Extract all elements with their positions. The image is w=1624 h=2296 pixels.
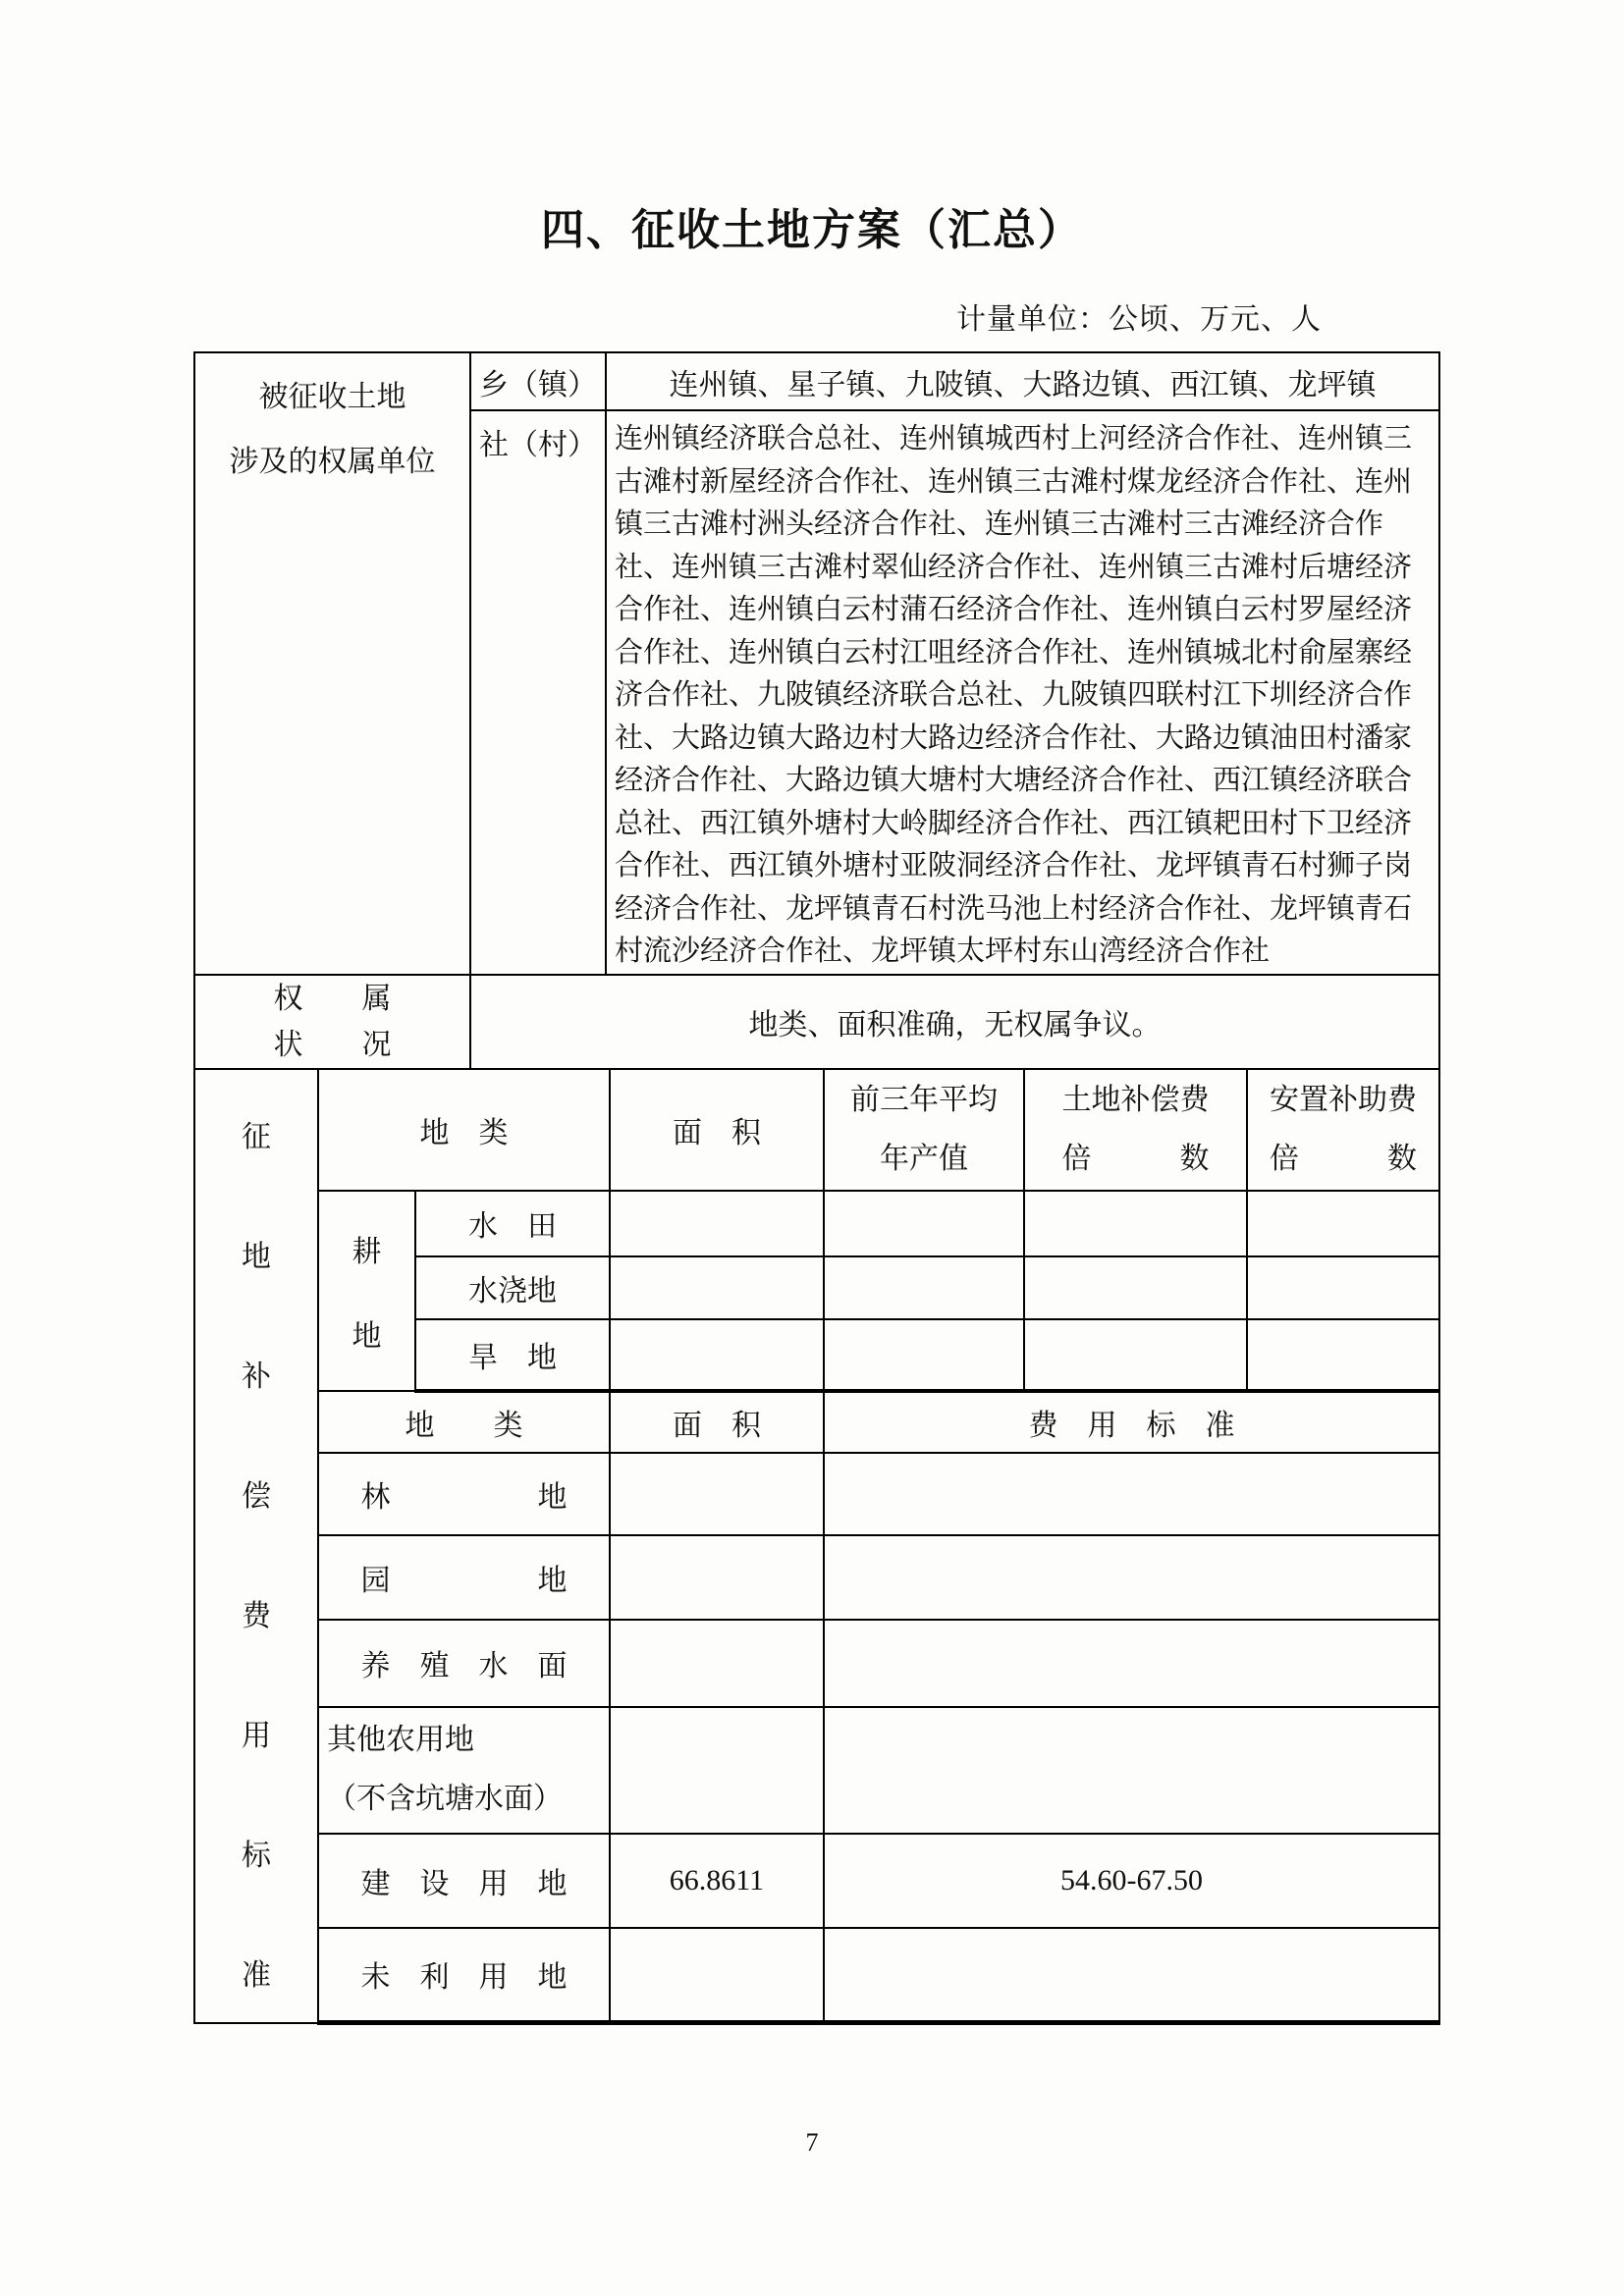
header-annual-value-line2: 年产值 bbox=[880, 1142, 968, 1175]
dry-land-annual-value bbox=[824, 1319, 1024, 1391]
unused-land-fee bbox=[824, 1928, 1439, 2023]
garden-land-fee bbox=[824, 1535, 1439, 1620]
village-value-cell bbox=[606, 410, 1439, 975]
irrigated-land-label: 水浇地 bbox=[415, 1256, 610, 1319]
construction-land-fee: 54.60-67.50 bbox=[824, 1834, 1439, 1928]
aquaculture-fee bbox=[824, 1620, 1439, 1707]
garden-land-area bbox=[610, 1535, 824, 1620]
header-annual-value bbox=[824, 1069, 1024, 1191]
header-annual-value-line1: 前三年平均 bbox=[850, 1083, 998, 1116]
township-row bbox=[194, 352, 1439, 410]
aquaculture-label: 养 殖 水 面 bbox=[318, 1620, 610, 1707]
side-label-char: 地 bbox=[242, 1240, 271, 1273]
fee-standard-header-row bbox=[194, 1391, 1439, 1453]
affected-land-label-cell bbox=[194, 352, 470, 975]
other-agricultural-land-area bbox=[610, 1707, 824, 1834]
irrigated-land-comp-multiple bbox=[1024, 1256, 1247, 1319]
other-agricultural-land-line1: 其他农用地 bbox=[327, 1724, 474, 1756]
forest-land-label: 林 地 bbox=[318, 1453, 610, 1535]
affected-land-label-line2: 涉及的权属单位 bbox=[229, 446, 436, 478]
header2-area: 面 积 bbox=[610, 1391, 824, 1453]
header-land-compensation bbox=[1024, 1069, 1247, 1191]
section-side-label bbox=[195, 1075, 317, 2017]
aquaculture-area bbox=[610, 1620, 824, 1707]
dry-land-area bbox=[610, 1319, 824, 1391]
forest-land-fee bbox=[824, 1453, 1439, 1535]
ownership-status-row bbox=[194, 975, 1439, 1069]
other-agricultural-land-label bbox=[318, 1707, 610, 1834]
village-value-text: 连州镇经济联合总社、连州镇城西村上河经济合作社、连州镇三古滩村新屋经济合作社、连州镇三古滩村煤龙经济合作社、连州镇三古滩村洲头经济合作社、连州镇三古滩村三古滩经济合作社、连州镇三古滩村翠仙经济合作社、连州镇三古滩村后塘经济合作社、连州镇白云村蒲石经济合作社、连州镇白云村罗屋经济合作社、连州镇白云村江咀经济合作社、连州镇城北村俞屋寨经济合作社、九陂镇经济联合总社、九陂镇四联村江下圳经济合作社、大路边镇大路边村大路边经济合作社、大路边镇油田村潘家经济合作社、大路边镇大塘村大塘经济合作社、西江镇经济联合总社、西江镇外塘村大岭脚经济合作社、西江镇耙田村下卫经济合作社、西江镇外塘村亚陂洞经济合作社、龙坪镇青石村狮子岗经济合作社、龙坪镇青石村洗马池上村经济合作社、龙坪镇青石村流沙经济合作社、龙坪镇太坪村东山湾经济合作社 bbox=[615, 423, 1413, 967]
garden-land-row bbox=[194, 1535, 1439, 1620]
aquaculture-row bbox=[194, 1620, 1439, 1707]
ownership-status-label-cell bbox=[194, 975, 470, 1069]
side-label-char: 偿 bbox=[242, 1479, 271, 1513]
dry-land-label: 旱 地 bbox=[415, 1319, 610, 1391]
unused-land-label: 未 利 用 地 bbox=[318, 1928, 610, 2023]
construction-land-row bbox=[194, 1834, 1439, 1928]
irrigated-land-area bbox=[610, 1256, 824, 1319]
header-resettlement-subsidy-line1: 安置补助费 bbox=[1270, 1083, 1417, 1116]
paddy-field-annual-value bbox=[824, 1191, 1024, 1256]
construction-land-area: 66.8611 bbox=[610, 1834, 824, 1928]
irrigated-land-resettle-multiple bbox=[1247, 1256, 1439, 1319]
township-value-cell: 连州镇、星子镇、九陂镇、大路边镇、西江镇、龙坪镇 bbox=[606, 352, 1439, 410]
forest-land-row bbox=[194, 1453, 1439, 1535]
paddy-field-row bbox=[194, 1191, 1439, 1256]
village-key-cell: 社（村） bbox=[470, 410, 606, 975]
page-number: 7 bbox=[805, 2128, 819, 2157]
side-label-char: 标 bbox=[242, 1839, 271, 1872]
township-key-cell: 乡（镇） bbox=[470, 352, 606, 410]
header-land-type: 地 类 bbox=[318, 1069, 610, 1191]
paddy-field-comp-multiple bbox=[1024, 1191, 1247, 1256]
compensation-standard-table bbox=[193, 1068, 1440, 2026]
cultivated-land-label-cell bbox=[318, 1191, 415, 1391]
side-label-char: 补 bbox=[242, 1360, 271, 1393]
side-label-char: 费 bbox=[242, 1599, 271, 1632]
ownership-status-label-line1: 权 属 bbox=[273, 982, 392, 1015]
other-agricultural-land-fee bbox=[824, 1707, 1439, 1834]
side-label-char: 用 bbox=[242, 1719, 271, 1752]
paddy-field-area bbox=[610, 1191, 824, 1256]
irrigated-land-annual-value bbox=[824, 1256, 1024, 1319]
compensation-header-row bbox=[194, 1069, 1439, 1191]
side-label-char: 征 bbox=[242, 1120, 271, 1153]
side-label-char: 准 bbox=[242, 1958, 271, 1992]
measure-unit-note: 计量单位：公顷、万元、人 bbox=[956, 303, 1322, 336]
header-area: 面 积 bbox=[610, 1069, 824, 1191]
ownership-status-value-cell: 地类、面积准确，无权属争议。 bbox=[470, 975, 1439, 1069]
paddy-field-resettle-multiple bbox=[1247, 1191, 1439, 1256]
garden-land-label: 园 地 bbox=[318, 1535, 610, 1620]
land-acquisition-summary-table bbox=[193, 351, 1438, 2025]
section-side-label-cell bbox=[194, 1069, 318, 2023]
other-agricultural-land-row bbox=[194, 1707, 1439, 1834]
header-resettlement-subsidy-line2: 倍 数 bbox=[1270, 1142, 1417, 1175]
cultivated-land-char: 地 bbox=[352, 1319, 382, 1353]
page-title: 四、征收土地方案（汇总） bbox=[541, 206, 1083, 254]
header2-fee-standard: 费 用 标 准 bbox=[824, 1391, 1439, 1453]
construction-land-label: 建 设 用 地 bbox=[318, 1834, 610, 1928]
forest-land-area bbox=[610, 1453, 824, 1535]
cultivated-land-label bbox=[319, 1227, 414, 1355]
header2-land-type: 地 类 bbox=[318, 1391, 610, 1453]
unused-land-row bbox=[194, 1928, 1439, 2023]
ownership-status-label-line2: 状 况 bbox=[273, 1028, 392, 1061]
unused-land-area bbox=[610, 1928, 824, 2023]
header-resettlement-subsidy bbox=[1247, 1069, 1439, 1191]
paddy-field-label: 水 田 bbox=[415, 1191, 610, 1256]
header-land-compensation-line1: 土地补偿费 bbox=[1061, 1083, 1210, 1116]
cultivated-land-char: 耕 bbox=[352, 1235, 382, 1268]
affected-land-label-line1: 被征收土地 bbox=[258, 381, 406, 413]
ownership-units-table bbox=[193, 351, 1440, 1070]
header-land-compensation-line2: 倍 数 bbox=[1061, 1142, 1210, 1175]
other-agricultural-land-line2: （不含坑塘水面） bbox=[327, 1783, 563, 1815]
dry-land-comp-multiple bbox=[1024, 1319, 1247, 1391]
dry-land-resettle-multiple bbox=[1247, 1319, 1439, 1391]
